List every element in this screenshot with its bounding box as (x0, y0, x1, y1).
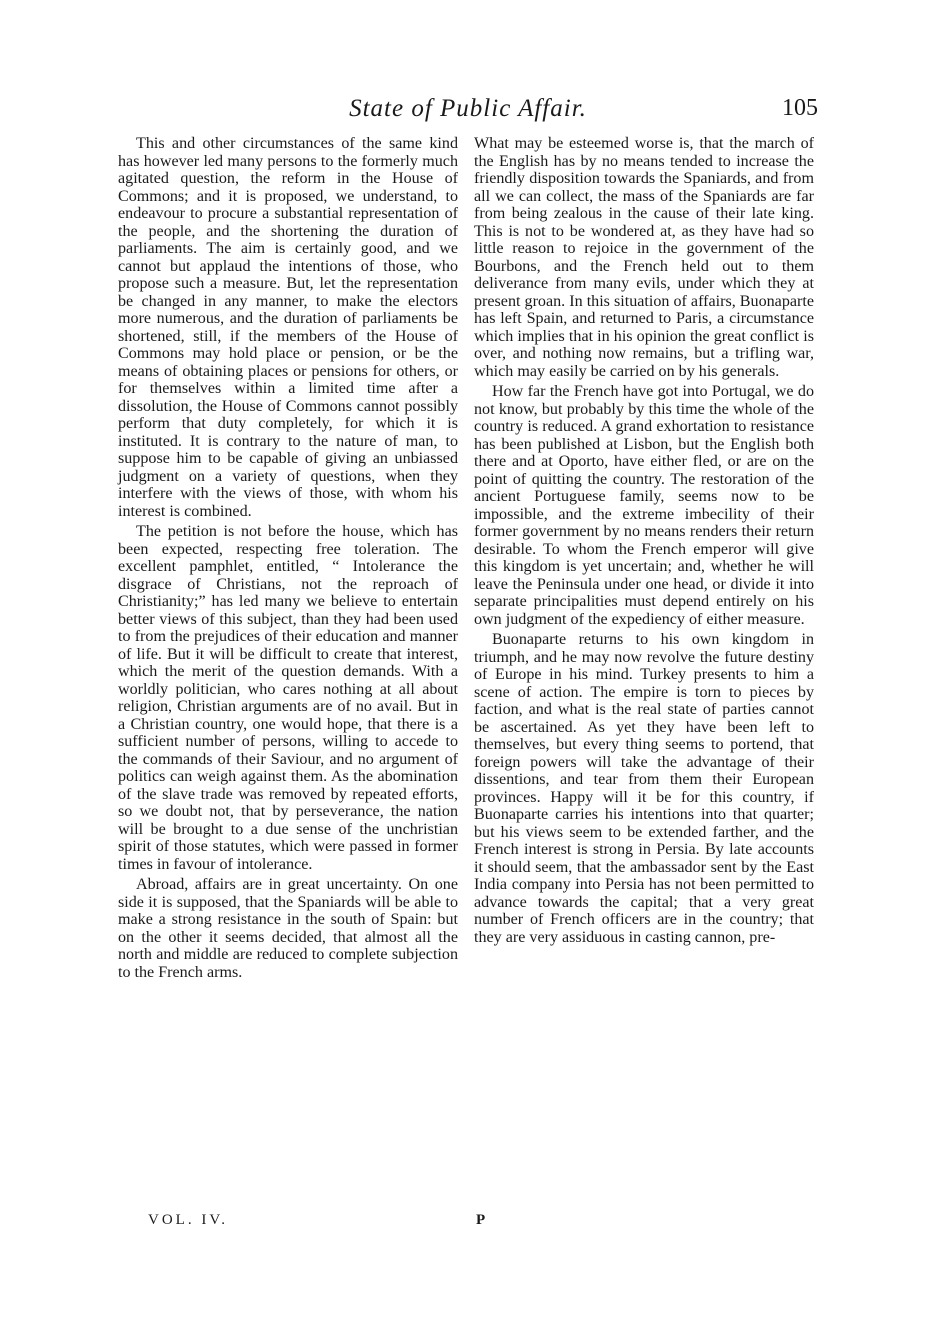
paragraph-portugal: How far the French have got into Portugal, we do not know, but probably by this time the whole of the country is reduced. A grand exhortation to resistance has been published at Lisbon, but the English both there and at Oporto, have either fled, or are on the point of quitting the country. The restoration of the ancient Portuguese family, seems now to be impossible, and the extreme imbecility of their former government by no means renders their return desirable. To whom the French emperor will give this kingdom is yet uncertain; and, whether he will leave the Peninsula under one head, or divide it into separate principalities must depend entirely on his own judgment of the expediency of either measure. (474, 383, 814, 628)
right-column (474, 135, 814, 946)
volume-signature: VOL. IV. (148, 1212, 228, 1228)
paragraph-buonaparte: Buonaparte returns to his own kingdom in triumph, and he may now revolve the future destiny of Europe in his mind. Turkey presents to him a scene of action. The empire is torn to pieces by faction, and what is the real state of parties cannot be ascertained. As yet they have been left to themselves, but every thing seems to portend, that foreign powers will take the advantage of their dissentions, and tear from them their European provinces. Happy will it be for this country, if Buonaparte carries his intentions into that quarter; but his views seem to be extended farther, and the French interest is strong in Persia. By late accounts it should seem, that the ambassador sent by the East India company into Persia has not been permitted to advance towards the capital; that a very great number of French officers are in the country; that they are very assiduous in casting cannon, pre- (474, 631, 814, 946)
running-title: State of Public Affair. (349, 95, 587, 122)
paragraph-spain-continued: What may be esteemed worse is, that the march of the English has by no means tended to increase the friendly disposition towards the Spaniards, and from all we can collect, the mass of the Spaniards are far from being zealous in the cause of their late king. This is not to be wondered at, as they have had so little reason to rejoice in the government of the Bourbons, and the French held out to them deliverance from many evils, under which they at present groan. In this situation of affairs, Buonaparte has left Spain, and returned to Paris, a circumstance which implies that in his opinion the great conflict is over, and nothing now remains, but a trifling war, which may easily be carried on by his generals. (474, 135, 814, 380)
paragraph-toleration: The petition is not before the house, which has been expected, respecting free toleration. The excellent pamphlet, entitled, “ Intolerance the disgrace of Christians, not the reproach of Christianity;” has led many we believe to entertain better views of this subject, than they had been used to from the prejudices of their education and manner of life. But it will be difficult to create that interest, which the merit of the question demands. With a worldly politician, who cares nothing at all about religion, Christian arguments are of no avail. But in a Christian country, one would hope, that there is a sufficient number of persons, willing to accede to the commands of their Saviour, and no argument of politics can weigh against them. As the abomination of the slave trade was removed by repeated efforts, so we doubt not, that by perseverance, the nation will be brought to a due sense of the unchristian spirit of those statutes, which were passed in former times in favour of intolerance. (118, 523, 458, 873)
signature-mark: P (476, 1212, 486, 1228)
paragraph-abroad: Abroad, affairs are in great uncertainty. On one side it is supposed, that the Spaniards will be able to make a strong resistance in the south of Spain: but on the other it seems decided, that almost all the north and middle are reduced to complete subjection to the French arms. (118, 876, 458, 981)
running-head (118, 93, 818, 129)
paragraph-reform: This and other circumstances of the same kind has however led many persons to the formerly much agitated question, the reform in the House of Commons; and it is proposed, we understand, to endeavour to procure a substantial representation of the people, and the shortening the duration of parliaments. The aim is certainly good, and we cannot but applaud the intentions of those, who propose such a measure. But, let the representation be changed in any manner, to make the electors more numerous, and the duration of parliaments be shortened, still, if the members of the House of Commons may hold place or pension, or be the means of obtaining places or pensions for others, or for themselves within a limited time after a dissolution, the House of Commons cannot possibly perform that duty completely, for which it is instituted. It is contrary to the nature of man, to suppose him to be capable of giving an unbiassed judgment on a variety of questions, when they interfere with the views of those, with whom his interest is combined. (118, 135, 458, 520)
left-column (118, 135, 458, 981)
page-number: 105 (782, 95, 818, 121)
